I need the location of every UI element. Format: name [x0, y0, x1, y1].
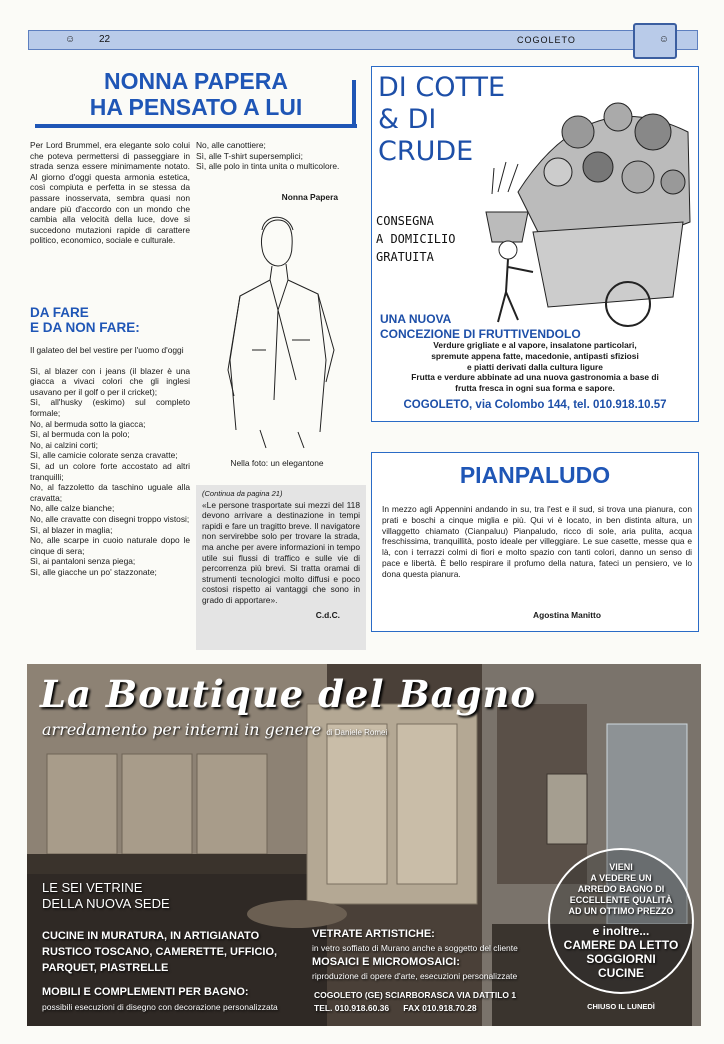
vetrate-detail: in vetro soffiato di Murano anche a soggetto del cliente: [312, 943, 518, 953]
rules-list: [30, 345, 190, 577]
headline-line: UNA NUOVA: [380, 312, 452, 326]
title-line: HA PENSATO A LUI: [89, 94, 303, 120]
article-signature: Nonna Papera: [281, 192, 338, 202]
page-header-bar: [28, 30, 698, 50]
title-line: NONNA PAPERA: [103, 68, 288, 94]
promo-extra-line: e inoltre...: [592, 924, 650, 938]
promo-extra: [548, 924, 694, 980]
continued-tag: (Continua da pagina 21): [202, 489, 283, 498]
fruit-ad-description: [376, 340, 694, 394]
vegetable-cart-illustration: [478, 72, 696, 330]
header-town: COGOLETO: [517, 35, 576, 45]
cucine-line: PARQUET, PIASTRELLE: [42, 962, 169, 974]
fruit-ad-title: [378, 72, 505, 168]
description-line: spremute appena fatte, macedonie, antipasti sfiziosi: [431, 350, 639, 361]
rule-item: Sì, al blazer in maglia;: [30, 524, 113, 535]
article-title: [35, 68, 357, 120]
pianpaludo-text: In mezzo agli Appennini andando in su, tra l'est e il sud, si trova una pianura, con prati e boschi a cinque miglia e più. Qui vi è locato, in ben distinta altura, un villaggetto chiamato (Cianpaluu) Pianpaludo, ricco di sole, aria pulita, acqua freschissima, tranquillità, posto ideale per villeggiare. Le sue casette, messe qua e là, con i terrazzi colmi di fiori e molto spazio con tanti colori, danno un senso di pace e libertà. È bello respirare il profumo della natura, fateci un pensiero, ve lo dona questa pianura.: [382, 504, 692, 579]
photo-caption: Nella foto: un elegantone: [230, 458, 324, 468]
vetrine-heading: [42, 880, 170, 912]
promo-line: A VEDERE UN: [590, 873, 652, 883]
boutique-brand: La Boutique del Bagno: [40, 672, 537, 716]
fruit-ad-title-line: CRUDE: [378, 136, 474, 167]
promo-line: ARREDO BAGNO DI: [577, 884, 665, 894]
promo-extra-line: CAMERE DA LETTO: [563, 938, 679, 952]
rules-list-continued: [196, 140, 358, 172]
page-number: 22: [99, 34, 111, 45]
promo-line: VIENI: [609, 862, 633, 872]
fruit-ad-address: COGOLETO, via Colombo 144, tel. 010.918.10.57: [403, 399, 667, 411]
rule-item: Sì, alle T-shirt supersemplici;: [196, 150, 303, 161]
rule-item: No, ai calzini corti;: [30, 439, 98, 450]
rule-item: Sì, ai pantaloni senza piega;: [30, 556, 136, 567]
vetrate-heading: VETRATE ARTISTICHE:: [312, 928, 435, 940]
mobili-detail: possibili esecuzioni di disegno con decorazione personalizzata: [42, 1002, 278, 1012]
author-text: di Daniele Romei: [326, 728, 388, 737]
fruit-ad-title-line: & DI: [378, 104, 437, 135]
pianpaludo-signature: Agostina Manitto: [533, 610, 601, 620]
rule-item: No, al fazzoletto da taschino uguale alla cravatta;: [30, 482, 190, 503]
cucine-line: CUCINE IN MURATURA, IN ARTIGIANATO: [42, 930, 260, 942]
delivery-line: A DOMICILIO: [376, 232, 456, 246]
article-subheading: [30, 305, 140, 335]
boutique-phones: TEL. 010.918.60.36 FAX 010.918.70.28: [314, 1003, 477, 1013]
man-illustration: [200, 200, 355, 450]
title-side-rule: [352, 80, 356, 128]
fruit-ad-title-line: DI COTTE: [378, 72, 506, 103]
continued-signature: C.d.C.: [315, 609, 340, 620]
promo-extra-line: SOGGIORNI: [586, 952, 656, 966]
free-delivery-note: [376, 212, 455, 266]
rule-item: No, alle cravatte con disegni troppo vistosi;: [30, 513, 190, 524]
description-line: e piatti derivati dalla cultura ligure: [467, 361, 603, 372]
pianpaludo-title: PIANPALUDO: [459, 462, 611, 488]
description-line: Verdure grigliate e al vapore, insalatone particolari,: [433, 340, 637, 350]
promo-line: ECCELLENTE QUALITÀ: [569, 895, 673, 905]
boutique-subtitle: [42, 720, 387, 739]
promo-extra-line: CUCINE: [597, 966, 644, 980]
mosaici-detail: riproduzione di opere d'arte, esecuzioni personalizzate: [312, 971, 518, 981]
description-line: Frutta e verdure abbinate ad una nuova gastronomia a base di: [411, 372, 659, 383]
boutique-address: COGOLETO (GE) SCIARBORASCA VIA DATTILO 1: [314, 990, 517, 1000]
rule-item: Sì, alle giacche un po' stazzonate;: [30, 566, 157, 577]
rule-item: Sì, all'husky (eskimo) sul completo formale;: [30, 397, 190, 418]
closing-day: CHIUSO IL LUNEDÌ: [587, 1002, 655, 1011]
delivery-line: GRATUITA: [376, 250, 434, 264]
rule-item: Sì, al bermuda con la polo;: [30, 429, 130, 440]
cucine-list: [42, 928, 277, 976]
cucine-line: RUSTICO TOSCANO, CAMERETTE, UFFICIO,: [42, 946, 278, 958]
title-underline: [35, 124, 357, 128]
continued-box: [196, 485, 366, 650]
rule-item: Sì, al blazer con i jeans (il blazer è una giacca a vivaci colori che gli inglesi usavano per il golf o per il cricket);: [30, 365, 190, 397]
rule-item: Sì, alle polo in tinta unita o multicolore.: [196, 161, 340, 172]
rules-intro: Il galateo del bel vestire per l'uomo d'oggi: [30, 345, 184, 355]
subheading-line: E DA NON FARE:: [30, 320, 140, 335]
promo-circle-text: [548, 862, 694, 917]
subtitle-text: arredamento per interni in genere: [42, 720, 322, 739]
vetrine-line: LE SEI VETRINE: [42, 880, 143, 895]
mosaici-heading: MOSAICI E MICROMOSAICI:: [312, 956, 460, 968]
header-box-decoration: [633, 23, 677, 59]
promo-line: AD UN OTTIMO PREZZO: [568, 906, 674, 916]
subheading-line: DA FARE: [30, 305, 89, 320]
rule-item: No, al bermuda sotto la giacca;: [30, 418, 146, 429]
rule-item: No, alle calze bianche;: [30, 503, 115, 514]
rule-item: Sì, ad un colore forte accostato ad altri tranquilli;: [30, 460, 190, 482]
headline-line: CONCEZIONE DI FRUTTIVENDOLO: [380, 327, 581, 341]
rule-item: No, alle scarpe in cuoio naturale dopo le cinque di sera;: [30, 535, 190, 556]
smiley-icon: ☺: [658, 34, 669, 45]
continued-text: «Le persone trasportate sui mezzi del 118 devono arrivare a destinazione in tempi rapidi e fare un tragitto breve. Il navigatore non servirebbe solo per trovare la strada, ma anche per avere informazioni in tempo utile sui flussi di traffico e sulle vie di percorrenza più brevi. Si tratta oramai di strumenti tecnologici molto diffusi e poco costosi rispetto ai vantaggi che sono in grado di apportare».: [202, 499, 360, 605]
rule-item: Sì, alle camicie colorate senza cravatte;: [30, 450, 178, 461]
description-line: frutta fresca in ogni sua forma e sapore.: [455, 383, 615, 394]
rule-item: No, alle canottiere;: [196, 140, 266, 150]
smiley-icon: ☺: [65, 34, 76, 45]
mobili-heading: MOBILI E COMPLEMENTI PER BAGNO:: [42, 986, 249, 998]
article-paragraph: Per Lord Brummel, era elegante solo colui che poteva permettersi di passeggiare in strada senza essere minimamente notato. Al giorno d'oggi questa armonia estetica, così compiuta e perfetta in se stessa da passare inosservata, sembra quasi non andare più d'accordo con un mondo che cambia alla velocità della luce, dove si succedono mutazioni rapide di carattere politico, economico, sociale e culturale.: [30, 140, 190, 246]
vetrine-line: DELLA NUOVA SEDE: [42, 896, 170, 911]
delivery-line: CONSEGNA: [376, 214, 434, 228]
fruit-ad-headline: [380, 312, 581, 342]
